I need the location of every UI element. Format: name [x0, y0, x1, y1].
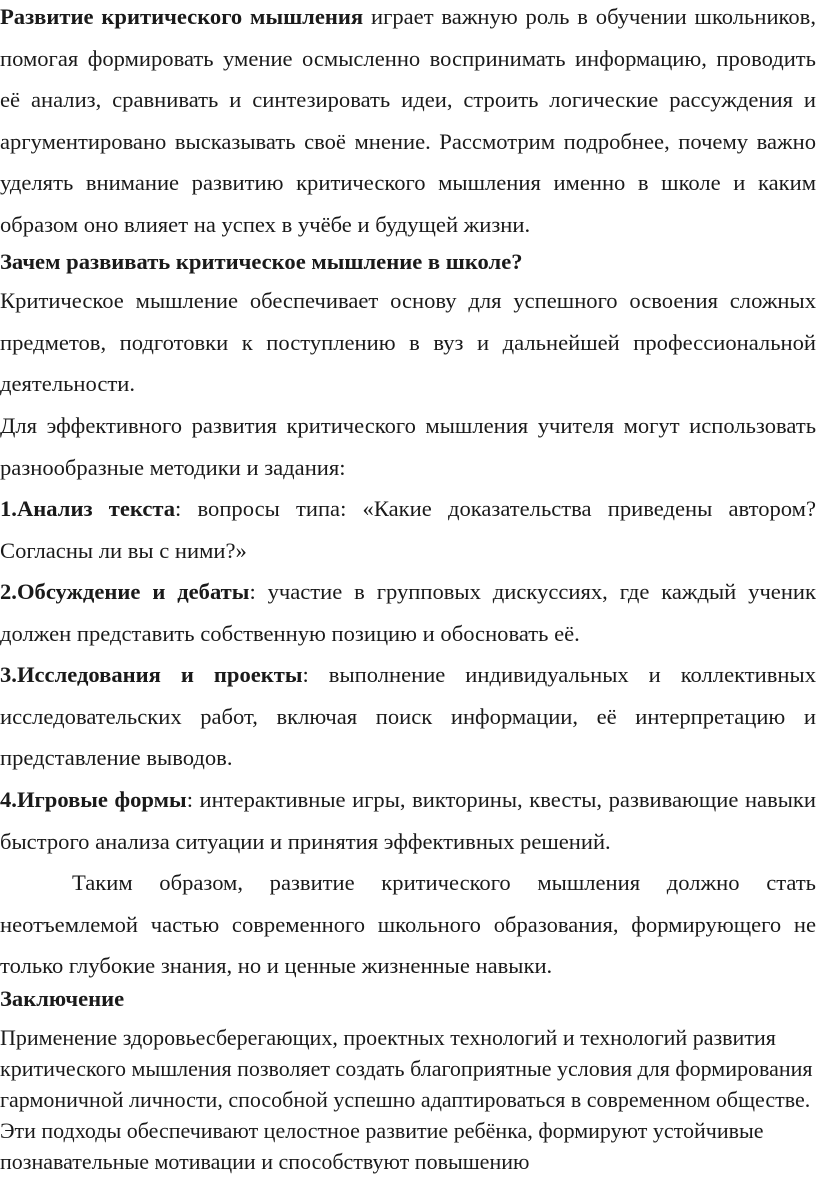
- method-title: Анализ текста: [16, 496, 176, 521]
- method-number: 1.: [0, 496, 17, 521]
- method-title: Обсуждение и дебаты: [16, 579, 250, 604]
- method-item: [0, 779, 816, 862]
- intro-paragraph: [0, 0, 816, 245]
- method-number: 2.: [0, 579, 17, 604]
- method-title: Игровые формы: [16, 787, 187, 812]
- intro-text: играет важную роль в обучении школьников, помогая формировать умение осмысленно воспринимать информацию, проводить её анализ, сравнивать и синтезировать идеи, строить логические рассуждения и аргументировано высказывать своё мнение. Рассмотрим подробнее, почему важно уделять внимание развитию критического мышления именно в школе и каким образом оно влияет на успех в учёбе и будущей жизни.: [0, 4, 816, 237]
- method-item: [0, 571, 816, 654]
- methods-intro-paragraph: Для эффективного развития критического мышления учителя могут использовать разнообразные методики и задания:: [0, 413, 816, 480]
- method-text: : выполнение индивидуальных и коллективных исследовательских работ, включая поиск информации, её интерпретацию и представление выводов.: [0, 662, 816, 770]
- conclusion-paragraph: Применение здоровьесберегающих, проектных технологий и технологий развития критического мышления позволяет создать благоприятные условия для формирования гармоничной личности, способной успешно адаптироваться в современном обществе. Эти подходы обеспечивают целостное развитие ребёнка, формируют устойчивые познавательные мотивации и способствуют повышению: [0, 1025, 813, 1174]
- method-number: 3.: [0, 662, 17, 687]
- summary-paragraph: Таким образом, развитие критического мышления должно стать неотъемлемой частью современного школьного образования, формирующего не только глубокие знания, но и ценные жизненные навыки.: [0, 870, 816, 978]
- why-heading: Зачем развивать критическое мышление в школе?: [0, 249, 523, 274]
- method-text: : вопросы типа: «Какие доказательства приведены автором? Согласны ли вы с ними?»: [0, 496, 816, 563]
- method-title: Исследования и проекты: [16, 662, 303, 687]
- conclusion-heading: Заключение: [0, 986, 125, 1011]
- method-number: 4.: [0, 787, 17, 812]
- method-item: [0, 654, 816, 779]
- intro-lead: Развитие критического мышления: [0, 4, 364, 29]
- method-item: [0, 488, 816, 571]
- why-paragraph: Критическое мышление обеспечивает основу для успешного освоения сложных предметов, подготовки к поступлению в вуз и дальнейшей профессиональной деятельности.: [0, 288, 816, 396]
- method-text: : интерактивные игры, викторины, квесты, развивающие навыки быстрого анализа ситуации и принятия эффективных решений.: [0, 787, 816, 854]
- method-text: : участие в групповых дискуссиях, где каждый ученик должен представить собственную позицию и обосновать её.: [0, 579, 816, 646]
